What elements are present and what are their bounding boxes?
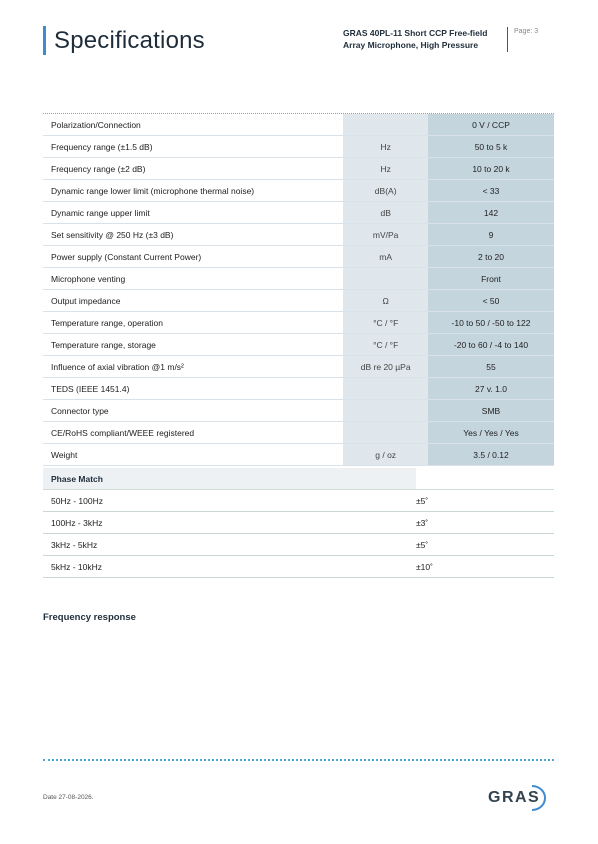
phase-value: ±3˚ xyxy=(416,517,429,528)
phase-value: ±5˚ xyxy=(416,539,429,550)
spec-value: 27 v. 1.0 xyxy=(428,378,554,399)
table-row xyxy=(43,180,554,202)
phase-match-header-blank xyxy=(416,468,554,489)
spec-unit xyxy=(343,400,428,421)
frequency-response-heading: Frequency response xyxy=(43,612,136,623)
logo-text: GRAS xyxy=(488,789,541,806)
spec-name: Dynamic range lower limit (microphone thermal noise) xyxy=(51,185,255,196)
phase-match-title: Phase Match xyxy=(43,468,416,489)
page-title: Specifications xyxy=(54,27,205,54)
title-accent-bar xyxy=(43,26,46,55)
table-row xyxy=(43,114,554,136)
spec-unit: dB xyxy=(343,202,428,223)
table-row xyxy=(43,444,554,466)
spec-name: Set sensitivity @ 250 Hz (±3 dB) xyxy=(51,229,174,240)
spec-unit: g / oz xyxy=(343,444,428,465)
spec-unit xyxy=(343,422,428,443)
table-row xyxy=(43,334,554,356)
phase-range: 100Hz - 3kHz xyxy=(51,517,103,528)
table-row xyxy=(43,378,554,400)
spec-value: 55 xyxy=(428,356,554,377)
spec-value: 0 V / CCP xyxy=(428,114,554,135)
product-title: GRAS 40PL-11 Short CCP Free-field Array Microphone, High Pressure xyxy=(343,28,488,50)
spec-unit: Ω xyxy=(343,290,428,311)
table-row xyxy=(43,400,554,422)
spec-name: Temperature range, operation xyxy=(51,317,163,328)
spec-value: < 50 xyxy=(428,290,554,311)
table-row xyxy=(43,312,554,334)
table-row xyxy=(43,224,554,246)
spec-name: Microphone venting xyxy=(51,273,126,284)
table-row xyxy=(43,202,554,224)
spec-name: Frequency range (±1.5 dB) xyxy=(51,141,153,152)
spec-name: Output impedance xyxy=(51,295,121,306)
table-row xyxy=(43,158,554,180)
spec-unit: mV/Pa xyxy=(343,224,428,245)
spec-unit xyxy=(343,114,428,135)
page-number: Page: 3 xyxy=(514,28,539,35)
table-row xyxy=(43,534,554,556)
spec-name: Power supply (Constant Current Power) xyxy=(51,251,202,262)
table-row xyxy=(43,422,554,444)
logo-arc-icon xyxy=(488,783,550,813)
table-row xyxy=(43,246,554,268)
spec-value: 3.5 / 0.12 xyxy=(428,444,554,465)
header-divider xyxy=(507,27,508,52)
spec-unit xyxy=(343,268,428,289)
spec-name: Polarization/Connection xyxy=(51,119,141,130)
spec-unit: dB re 20 µPa xyxy=(343,356,428,377)
spec-name: CE/RoHS compliant/WEEE registered xyxy=(51,427,195,438)
spec-value: 50 to 5 k xyxy=(428,136,554,157)
spec-value: < 33 xyxy=(428,180,554,201)
spec-value: 2 to 20 xyxy=(428,246,554,267)
phase-match-table xyxy=(43,468,554,578)
spec-unit xyxy=(343,378,428,399)
spec-value: 9 xyxy=(428,224,554,245)
specifications-table xyxy=(43,113,554,466)
footer-divider xyxy=(43,759,554,761)
footer-date: Date 27-08-2026. xyxy=(43,794,94,801)
spec-unit: mA xyxy=(343,246,428,267)
spec-name: Dynamic range upper limit xyxy=(51,207,150,218)
spec-name: TEDS (IEEE 1451.4) xyxy=(51,383,130,394)
table-row xyxy=(43,136,554,158)
spec-name: Frequency range (±2 dB) xyxy=(51,163,146,174)
spec-name: Weight xyxy=(51,449,78,460)
spec-value: 10 to 20 k xyxy=(428,158,554,179)
phase-range: 3kHz - 5kHz xyxy=(51,539,98,550)
table-row xyxy=(43,556,554,578)
gras-logo xyxy=(488,783,550,813)
spec-unit: Hz xyxy=(343,136,428,157)
spec-unit: dB(A) xyxy=(343,180,428,201)
spec-name: Temperature range, storage xyxy=(51,339,156,350)
spec-value: Front xyxy=(428,268,554,289)
table-row xyxy=(43,356,554,378)
phase-match-header xyxy=(43,468,554,490)
spec-name: Influence of axial vibration @1 m/s² xyxy=(51,361,184,372)
spec-unit: °C / °F xyxy=(343,334,428,355)
phase-range: 50Hz - 100Hz xyxy=(51,495,103,506)
table-row xyxy=(43,512,554,534)
table-row xyxy=(43,290,554,312)
table-row xyxy=(43,490,554,512)
spec-value: Yes / Yes / Yes xyxy=(428,422,554,443)
spec-unit: °C / °F xyxy=(343,312,428,333)
spec-value: SMB xyxy=(428,400,554,421)
spec-name: Connector type xyxy=(51,405,109,416)
spec-unit: Hz xyxy=(343,158,428,179)
phase-range: 5kHz - 10kHz xyxy=(51,561,103,572)
spec-value: -10 to 50 / -50 to 122 xyxy=(428,312,554,333)
spec-value: 142 xyxy=(428,202,554,223)
phase-value: ±5˚ xyxy=(416,495,429,506)
table-row xyxy=(43,268,554,290)
spec-value: -20 to 60 / -4 to 140 xyxy=(428,334,554,355)
phase-value: ±10˚ xyxy=(416,561,433,572)
